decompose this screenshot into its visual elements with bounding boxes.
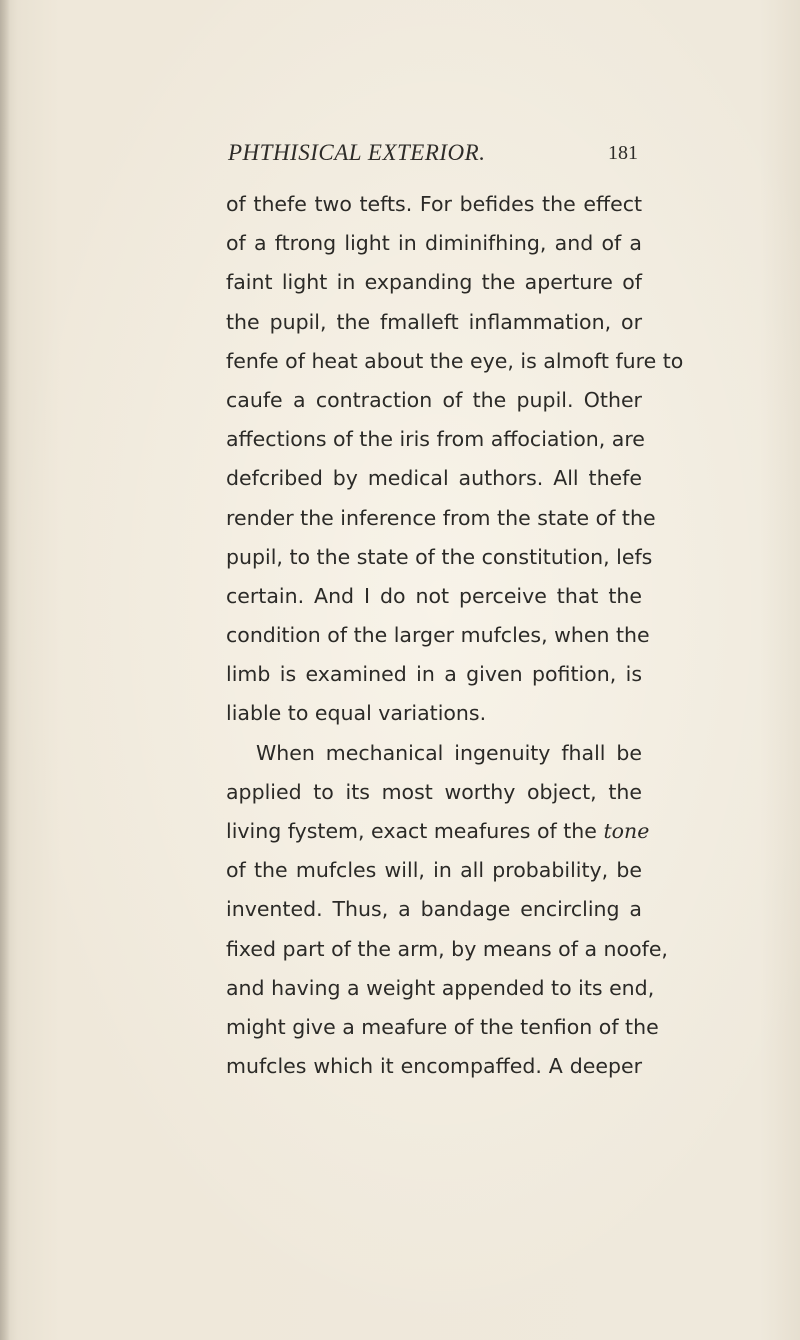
page-number: 181: [608, 142, 638, 164]
text-line: pupil, to the state of the constitution, lefs: [226, 544, 653, 569]
text-line: condition of the larger mufcles, when the: [226, 623, 650, 648]
text-line: the pupil, the fmalleft inflammation, or: [226, 309, 642, 334]
text-line: defcribed by medical authors. All thefe: [226, 466, 642, 491]
text-line: applied to its most worthy object, the: [226, 779, 642, 804]
text-line: caufe a contraction of the pupil. Other: [226, 387, 642, 412]
text-line: fenfe of heat about the eye, is almoft fure to: [226, 348, 684, 373]
text-line: limb is examined in a given pofition, is: [226, 662, 642, 687]
text-line: of a ftrong light in diminifhing, and of a: [226, 231, 642, 256]
text-line: faint light in expanding the aperture of: [226, 270, 642, 295]
text-line: of thefe two tefts. For befides the effect: [226, 192, 642, 216]
text-line: fixed part of the arm, by means of a noofe,: [226, 936, 668, 961]
running-head: [228, 140, 638, 172]
text-line: mufcles which it encompaffed. A deeper: [226, 1054, 642, 1079]
text-line: liable to equal variations.: [226, 701, 487, 726]
text-line: certain. And I do not perceive that the: [226, 583, 642, 608]
text-line: affections of the iris from affociation, are: [226, 427, 645, 452]
running-head-title: PHTHISICAL EXTERIOR.: [228, 140, 486, 165]
text-line-with-italic: [226, 812, 650, 851]
text-line: and having a weight appended to its end,: [226, 975, 655, 1000]
text-line-start: living fystem, exact meafures of the: [226, 819, 597, 843]
spine-shadow: [0, 0, 10, 1340]
italic-word: tone: [603, 819, 650, 843]
text-line: of the mufcles will, in all probability, be: [226, 858, 642, 883]
text-line: might give a meafure of the tenfion of the: [226, 1014, 659, 1039]
text-line: When mechanical ingenuity fhall be: [256, 740, 642, 765]
text-line: invented. Thus, a bandage encircling a: [226, 897, 642, 922]
body-text: [226, 185, 684, 1086]
text-line: render the inference from the state of the: [226, 505, 656, 530]
